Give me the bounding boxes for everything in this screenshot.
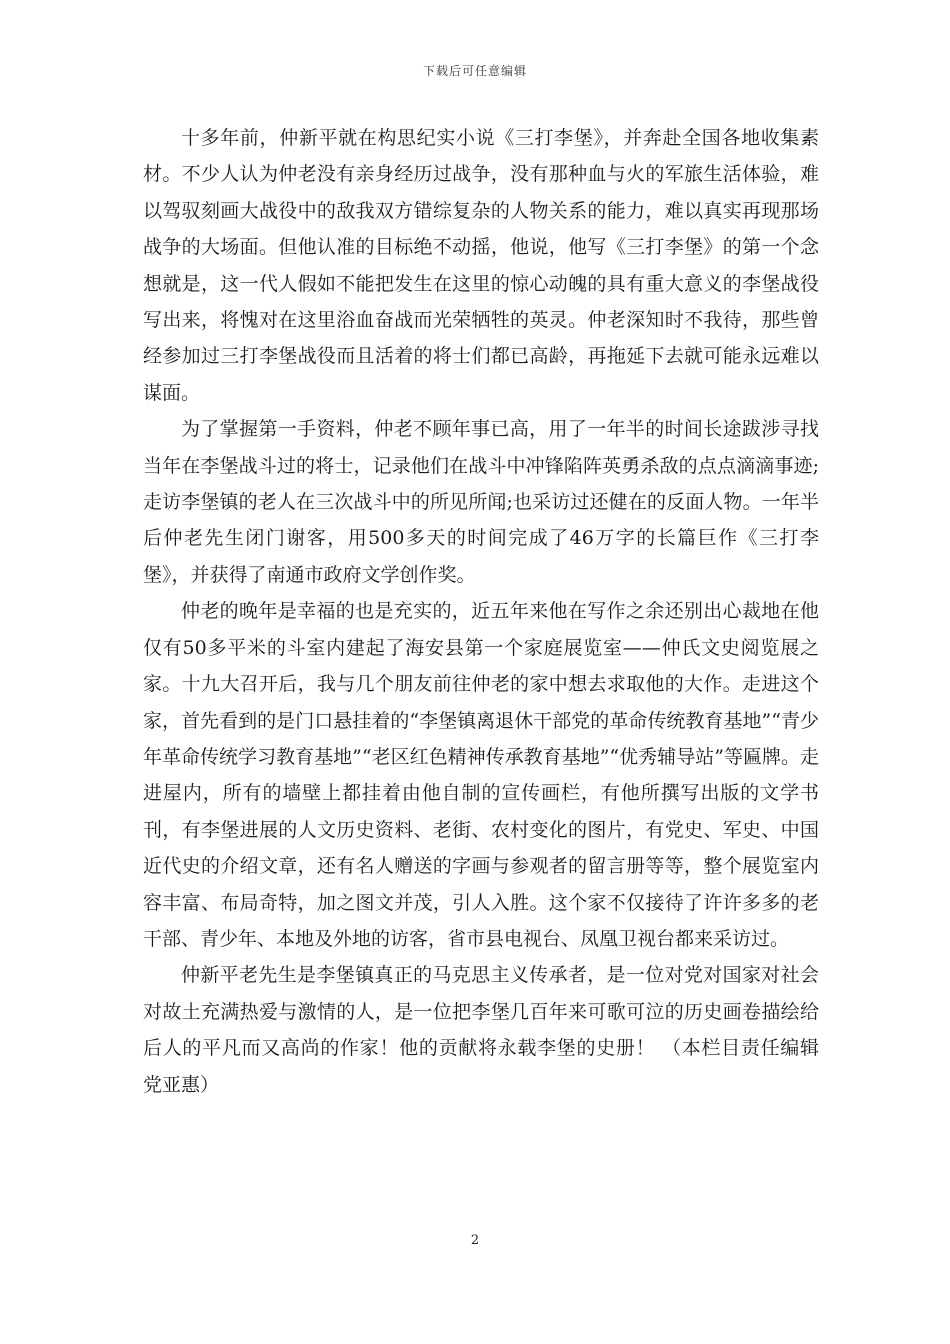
article-body: [143, 120, 819, 1103]
paragraph-exhibition-home: 仲老的晚年是幸福的也是充实的，近五年来他在写作之余还别出心裁地在他仅有50多平米的斗室内建起了海安县第一个家庭展览室——仲氏文史阅览展之家。十九大召开后，我与几个朋友前往仲老的家中想去求取他的大作。走进这个家，首先看到的是门口悬挂着的“李堡镇离退休干部党的革命传统教育基地”“青少年革命传统学习教育基地”“老区红色精神传承教育基地”“优秀辅导站”等匾牌。走进屋内，所有的墙壁上都挂着由他自制的宣传画栏，有他所撰写出版的文学书刊，有李堡进展的人文历史资料、老街、农村变化的图片，有党史、军史、中国近代史的介绍文章，还有名人赠送的字画与参观者的留言册等等，整个展览室内容丰富、布局奇特，加之图文并茂，引人入胜。这个家不仅接待了许许多多的老干部、青少年、本地及外地的访客，省市县电视台、凤凰卫视台都来采访过。: [143, 600, 819, 950]
paragraph-writing-origin: 十多年前，仲新平就在构思纪实小说《三打李堡》，并奔赴全国各地收集素材。不少人认为仲老没有亲身经历过战争，没有那种血与火的军旅生活体验，难以驾驭刻画大战役中的敌我双方错综复杂的人物关系的能力，难以真实再现那场战争的大场面。但他认准的目标绝不动摇，他说，他写《三打李堡》的第一个念想就是，这一代人假如不能把发生在这里的惊心动魄的具有重大意义的李堡战役写出来，将愧对在这里浴血奋战而光荣牺牲的英灵。仲老深知时不我待，那些曾经参加过三打李堡战役而且活着的将士们都已高龄，再拖延下去就可能永远难以谋面。: [143, 127, 819, 404]
page-header: 下载后可任意编辑: [422, 64, 527, 78]
page-number: 2: [470, 1233, 480, 1248]
paragraph-research: 为了掌握第一手资料，仲老不顾年事已高，用了一年半的时间长途跋涉寻找当年在李堡战斗过的将士，记录他们在战斗中冲锋陷阵英勇杀敌的点点滴滴事迹;走访李堡镇的老人在三次战斗中的所见所闻;也采访过还健在的反面人物。一年半后仲老先生闭门谢客，用500多天的时间完成了46万字的长篇巨作《三打李堡》，并获得了南通市政府文学创作奖。: [143, 418, 819, 586]
paragraph-conclusion: 仲新平老先生是李堡镇真正的马克思主义传承者，是一位对党对国家对社会对故土充满热爱与激情的人，是一位把李堡几百年来可歌可泣的历史画卷描绘给后人的平凡而又高尚的作家！他的贡献将永载李堡的史册！ （本栏目责任编辑 党亚惠）: [143, 964, 819, 1096]
